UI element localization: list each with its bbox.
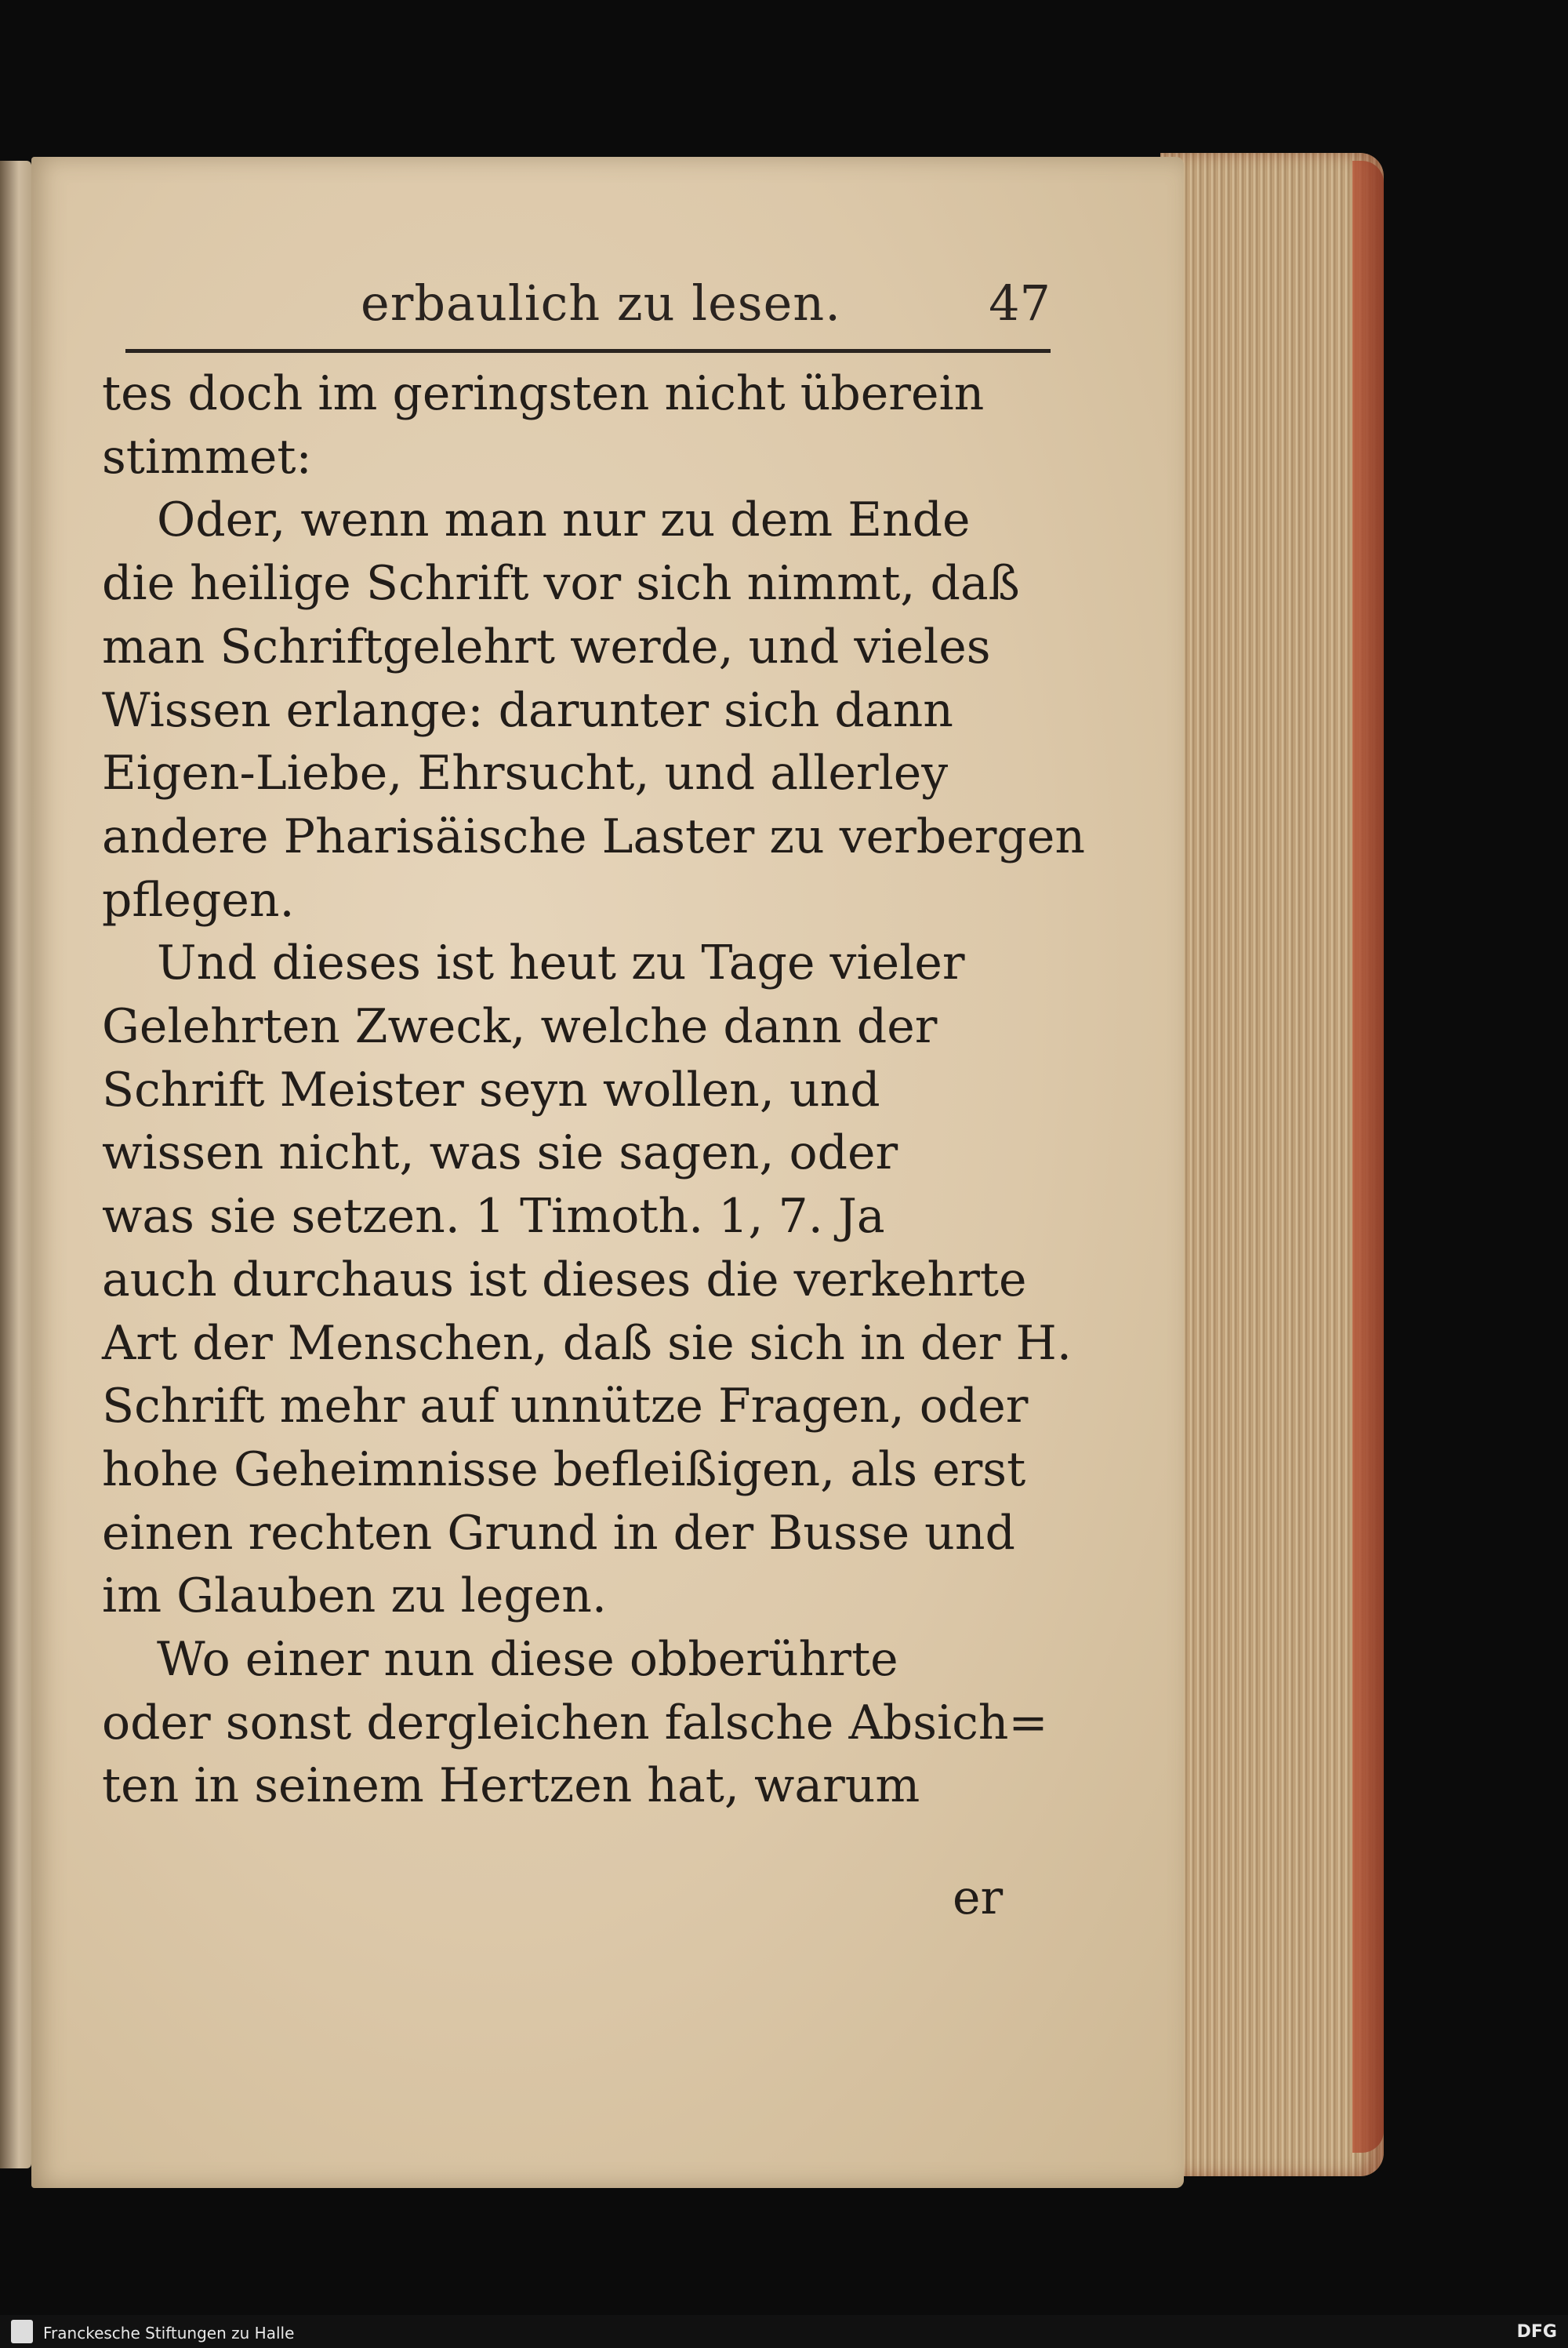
book-fore-edge [1160, 153, 1384, 2176]
institution-name: Franckesche Stiftungen zu Halle [43, 2324, 295, 2343]
running-title: erbaulich zu lesen. [361, 274, 841, 332]
text-line: Wo einer nun diese obberührte [157, 1632, 898, 1688]
book-page [31, 157, 1184, 2188]
footer-bar [0, 2315, 1568, 2348]
text-line: Eigen-Liebe, Ehrsucht, und allerley [102, 746, 949, 801]
text-line: Schrift Meister seyn wollen, und [102, 1062, 880, 1118]
text-line: ten in seinem Hertzen hat, warum [102, 1758, 920, 1814]
text-line: Schrift mehr auf unnütze Fragen, oder [102, 1379, 1029, 1434]
facing-page-edge [0, 161, 31, 2168]
funder-logo: DFG [1516, 2322, 1557, 2342]
text-line: stimmet: [102, 429, 312, 485]
text-line: Oder, wenn man nur zu dem Ende [157, 492, 971, 548]
body-text [102, 362, 1085, 1818]
text-line: Und dieses ist heut zu Tage vieler [157, 936, 965, 991]
text-line: einen rechten Grund in der Busse und [102, 1505, 1015, 1561]
text-line: die heilige Schrift vor sich nimmt, daß [102, 556, 1020, 612]
text-line: oder sonst dergleichen falsche Absich= [102, 1695, 1048, 1750]
text-line: was sie setzen. 1 Timoth. 1, 7. Ja [102, 1189, 885, 1245]
text-line: wissen nicht, was sie sagen, oder [102, 1125, 898, 1181]
text-line: Wissen erlange: darunter sich dann [102, 682, 953, 738]
page-number: 47 [989, 274, 1051, 332]
page-header [125, 274, 1051, 345]
text-line: im Glauben zu legen. [102, 1568, 607, 1624]
text-line: man Schriftgelehrt werde, und vieles [102, 619, 991, 674]
text-line: hohe Geheimnisse befleißigen, als erst [102, 1441, 1026, 1497]
catchword: er [953, 1870, 1004, 1925]
text-line: andere Pharisäische Laster zu verbergen [102, 809, 1085, 864]
text-line: Art der Menschen, daß sie sich in der H. [102, 1315, 1072, 1371]
text-line: tes doch im geringsten nicht überein [102, 366, 985, 421]
text-line: auch durchaus ist dieses die verkehrte [102, 1252, 1027, 1307]
header-rule [125, 349, 1051, 353]
text-line: pflegen. [102, 872, 295, 928]
institution-logo-icon [11, 2320, 33, 2343]
text-line: Gelehrten Zweck, welche dann der [102, 999, 938, 1055]
